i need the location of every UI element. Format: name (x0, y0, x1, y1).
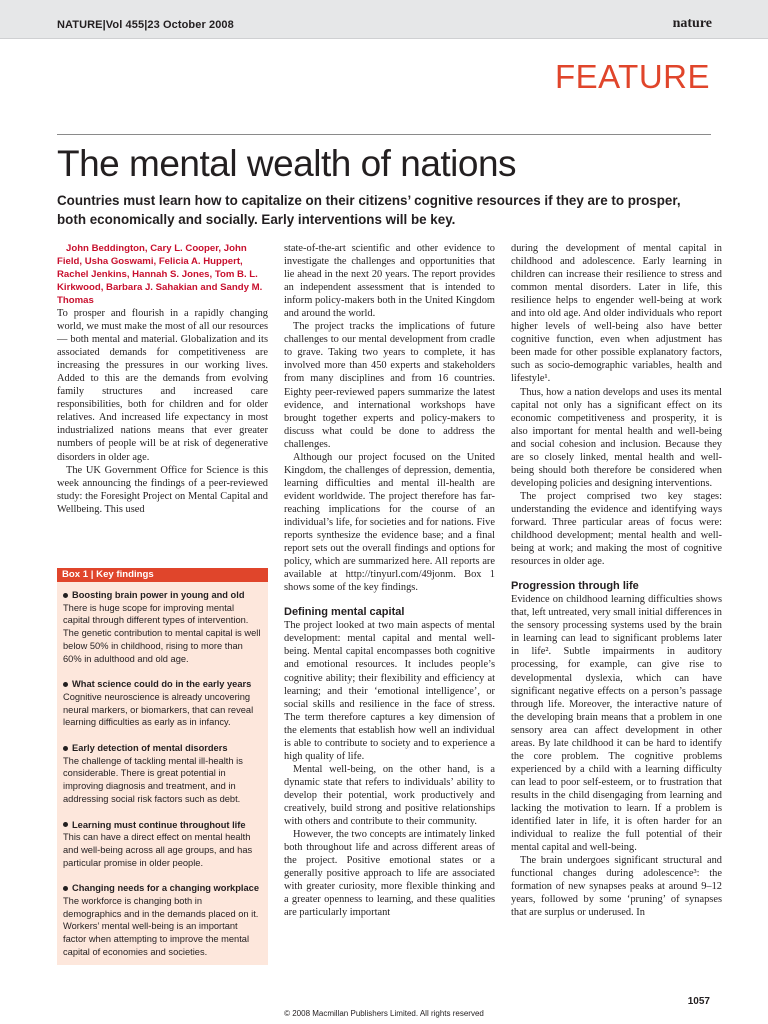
body-paragraph: The UK Government Office for Science is this week announcing the findings of a peer-reviewed study: the Foresight Project on Mental Capital and Wellbeing. This used (57, 464, 268, 515)
box-finding (57, 735, 268, 812)
finding-text: The workforce is changing both in demographics and in the demands placed on it. Workers’ mental well-being is an important factor when attempting to improve the mental capital of economies and societies. (63, 896, 259, 957)
body-paragraph: Evidence on childhood learning difficulties shows that, left untreated, very small initial differences in the sensory processing systems used by the brain in learning can lead to significant problems later in life². Subtle impairments in auditory processing, for example, can give rise to developmental dyslexia, which can have significant negative effects on a person’s passage through life. Moreover, the interactive nature of the developing brain means that a problem in one sensory area can affect development in other areas. By late childhood it can be hard to identify the core problem. The cognitive problems experienced by a child with a learning difficulty can lead to poor self-esteem, or to frustration that results in the child disengaging from learning and lacking the motivation to learn. If a problem is identified later in life, it is often harder for an individual to realize the full potential of their mental capital and well-being. (511, 594, 722, 854)
section-divider (57, 134, 711, 135)
box-header: Box 1 | Key findings (57, 568, 268, 582)
finding-title: What science could do in the early years (72, 679, 252, 690)
column-1 (57, 242, 268, 516)
body-paragraph: Thus, how a nation develops and uses its mental capital not only has a significant effect on its economic competitiveness and prosperity, it is also important for mental health and well-being and social cohesion and inclusion. Because they are so closely linked, mental health and well-being should both therefore be considered when developing policies and designing interventions. (511, 386, 722, 489)
bullet-icon (63, 682, 68, 687)
body-paragraph: The brain undergoes significant structural and functional changes during adolescence³: the formation of new synapses peaks at around 9–12 years, followed by some ‘pruning’ of synapses that are surplus or underused. In (511, 855, 722, 919)
body-paragraph: Mental well-being, on the other hand, is a dynamic state that refers to individuals’ ability to develop their potential, work productively and creatively, build strong and positive relationships with others and contribute to their community. (284, 763, 495, 828)
finding-text: There is huge scope for improving mental capital through different types of intervention. The genetic contribution to mental capital is well below 50% in childhood, rising to more than 60% in adulthood and old age. (63, 602, 261, 664)
box-finding (57, 812, 268, 876)
running-header-bar (0, 0, 768, 39)
copyright-line: © 2008 Macmillan Publishers Limited. All rights reserved (284, 1009, 484, 1018)
article-standfirst: Countries must learn how to capitalize on their citizens’ cognitive resources if they are to prosper, both economically and socially. Early interventions will be key. (57, 193, 681, 227)
finding-text: This can have a direct effect on mental health and well-being across all age groups, and has particular promise in older people. (63, 832, 253, 868)
body-paragraph: To prosper and flourish in a rapidly changing world, we must make the most of all our resources — both mental and material. Globalization and its associated demands for competitiveness are increasing the pressures in our working lives. Added to this are the demands from evolving family structures and increased care responsibilities, both for children and for older relatives. And increased life expectancy in most industrialized nations means that ever greater numbers of people will be at risk of degenerative disorders in older age. (57, 308, 268, 463)
finding-title: Learning must continue throughout life (72, 819, 246, 830)
box-finding (57, 671, 268, 735)
body-paragraph: The project tracks the implications of future challenges to our mental development from cradle to grave. Taking two years to complete, it has involved more than 450 experts and stakeholders from many disciplines and from 16 countries. Eighty peer-reviewed papers summarize the latest evidence, and international workshops have brought together experts and policy-makers to discuss what could be done to address the challenges. (284, 321, 495, 450)
body-paragraph: The project comprised two key stages: understanding the evidence and identifying ways forward. Three particular areas of focus were: childhood development; mental health and well-being at work; and making the most of cognitive resources in older age. (511, 490, 722, 568)
bullet-icon (63, 822, 68, 827)
box-finding (57, 582, 268, 671)
journal-issue-line: NATURE|Vol 455|23 October 2008 (57, 19, 234, 31)
key-findings-box (57, 568, 268, 965)
subheading: Progression through life (511, 580, 639, 593)
bullet-icon (63, 593, 68, 598)
body-paragraph: Although our project focused on the United Kingdom, the challenges of depression, dementia, learning difficulties and mental ill-health are evident worldwide. The project therefore has far-reaching implications for the course of an individual’s life, for societies and for nations. Five reports synthesize the evidence base; and a final report sets out the overall findings and options for policy, which are summarized here. All reports are available at http://tinyurl.com/49jonm. Box 1 shows some of the key findings. (284, 451, 495, 594)
bullet-icon (63, 886, 68, 891)
finding-title: Boosting brain power in young and old (72, 590, 245, 600)
finding-title: Early detection of mental disorders (72, 743, 228, 754)
column-3 (511, 242, 722, 919)
subheading: Defining mental capital (284, 606, 405, 619)
body-paragraph: state-of-the-art scientific and other evidence to investigate the challenges and opportunities that lie ahead in the next 20 years. The report provides an independent assessment that is intended to inform policy-makers both in the United Kingdom and around the world. (284, 243, 495, 320)
article-title: The mental wealth of nations (57, 143, 517, 184)
body-paragraph: during the development of mental capital in childhood and adolescence. Early learning in children can increase their resilience to stress and common mental disorders. Later in life, this resilience helps to engender well-being at work and into old age. And older individuals who report higher levels of well-being also have better cognitive function, even when adjustment has been made for other possible explanatory factors, such as socio-demographic variables, health and lifestyle¹. (511, 243, 722, 385)
bullet-icon (63, 746, 68, 751)
body-paragraph: The project looked at two main aspects of mental development: mental capital and mental well-being. Mental capital encompasses both cognitive and emotional resources. It includes people’s cognitive ability; their flexibility and efficiency at learning; and their ‘emotional intelligence’, or social skills and resilience in the face of stress. The term therefore captures a key dimension of the elements that establish how well an individual is able to contribute to society and to experience a high quality of life. (284, 620, 495, 762)
column-2 (284, 242, 495, 919)
body-paragraph: However, the two concepts are intimately linked both throughout life and across different areas of the project. Positive emotional states or a generally positive approach to life are associated with greater curiosity, more flexible thinking and a greater openness to learning, and these qualities are particularly important (284, 829, 495, 919)
box-finding (57, 875, 268, 964)
finding-title: Changing needs for a changing workplace (72, 883, 260, 894)
section-label: FEATURE (554, 58, 710, 95)
page-number: 1057 (687, 996, 710, 1007)
finding-text: The challenge of tackling mental ill-health is considerable. There is great potential in improving diagnosis and treatment, and in addressing social risk factors such as debt. (63, 755, 243, 804)
author-list: John Beddington, Cary L. Cooper, John Field, Usha Goswami, Felicia A. Huppert, Rachel Jenkins, Hannah S. Jones, Tom B. L. Kirkwood, Barbara J. Sahakian and Sandy M. Thomas (57, 243, 263, 306)
journal-logo: nature (672, 16, 712, 31)
finding-text: Cognitive neuroscience is already uncovering neural markers, or biomarkers, that can reveal learning difficulties as early as in infancy. (63, 691, 254, 728)
